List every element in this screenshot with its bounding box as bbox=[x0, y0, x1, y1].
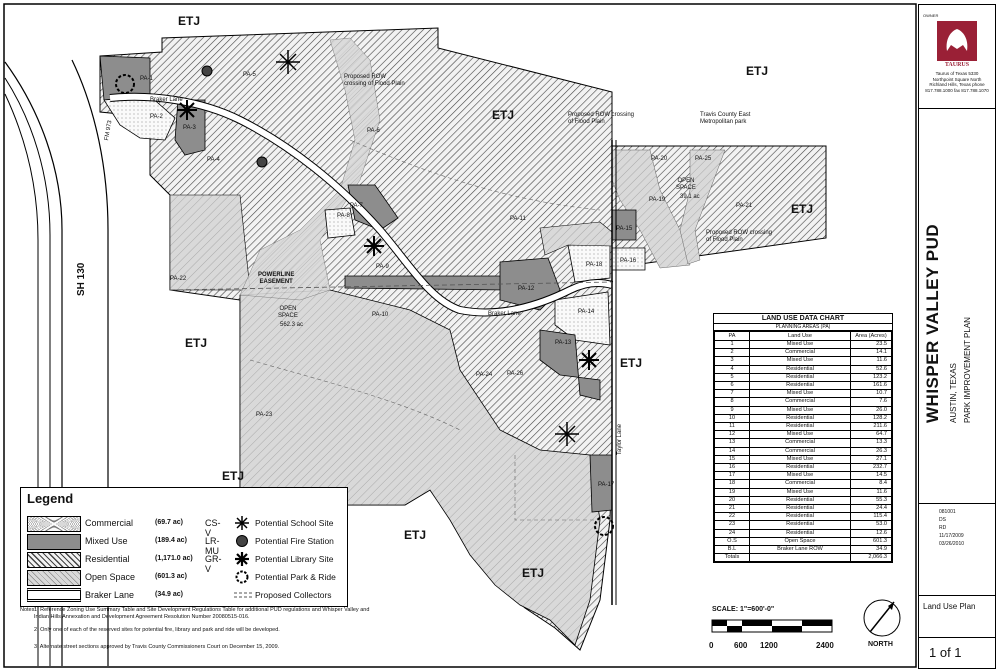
cell-land-use: Residential bbox=[750, 414, 851, 422]
open-space-label: OPEN SPACE bbox=[676, 178, 696, 191]
table-row bbox=[715, 439, 892, 447]
cell-area: 34.9 bbox=[851, 546, 892, 554]
cell-area: 13.3 bbox=[851, 439, 892, 447]
cell-pa: O.S bbox=[715, 537, 750, 545]
note-3: 3. Alternate street sections approved by Travis County Commissioners Court on December 15, 2009. bbox=[34, 644, 280, 650]
col-land-use: Land Use bbox=[750, 332, 851, 341]
scale-tick: 2400 bbox=[816, 641, 834, 650]
cell-pa: 12 bbox=[715, 431, 750, 439]
table-row bbox=[715, 447, 892, 455]
project-name: WHISPER VALLEY PUD bbox=[923, 223, 942, 423]
north-label: NORTH bbox=[868, 641, 893, 648]
cell-area: 115.4 bbox=[851, 513, 892, 521]
cell-land-use: Residential bbox=[750, 423, 851, 431]
table-row bbox=[715, 349, 892, 357]
table-row bbox=[715, 513, 892, 521]
cell-land-use: Mixed Use bbox=[750, 488, 851, 496]
drawn-by: DS bbox=[939, 517, 946, 523]
table-row bbox=[715, 488, 892, 496]
cell-area: 12.6 bbox=[851, 529, 892, 537]
pa-label: PA-1 bbox=[140, 76, 153, 82]
table-row bbox=[715, 406, 892, 414]
cell-pa: 19 bbox=[715, 488, 750, 496]
pa-label: PA-25 bbox=[695, 156, 712, 162]
cell-land-use: Residential bbox=[750, 464, 851, 472]
pa-label: PA-16 bbox=[620, 258, 637, 264]
scale-tick: 600 bbox=[734, 641, 748, 650]
pa-label: PA-6 bbox=[367, 128, 380, 134]
cell-pa: B.L bbox=[715, 546, 750, 554]
cell-pa: 11 bbox=[715, 423, 750, 431]
table-row bbox=[715, 537, 892, 545]
sheet-title: Land Use Plan bbox=[923, 602, 976, 611]
braker-lane-label: Braker Lane bbox=[488, 311, 521, 317]
table-row bbox=[715, 423, 892, 431]
cell-area: 55.3 bbox=[851, 496, 892, 504]
cell-pa: 3 bbox=[715, 357, 750, 365]
scale-bar bbox=[712, 620, 832, 632]
cell-area: 232.7 bbox=[851, 464, 892, 472]
cell-area: 14.1 bbox=[851, 349, 892, 357]
table-row bbox=[715, 496, 892, 504]
powerline-easement-label: POWERLINE EASEMENT bbox=[258, 272, 295, 285]
table-row bbox=[715, 382, 892, 390]
library-site-icon-3 bbox=[579, 350, 599, 370]
table-row bbox=[715, 431, 892, 439]
cell-land-use: Residential bbox=[750, 373, 851, 381]
sheet-number: 1 of 1 bbox=[929, 645, 962, 660]
cell-pa: 18 bbox=[715, 480, 750, 488]
bull-icon bbox=[937, 21, 977, 61]
pa-label: PA-3 bbox=[183, 125, 196, 131]
cell-area: 26.0 bbox=[851, 406, 892, 414]
cell-land-use: Mixed Use bbox=[750, 472, 851, 480]
cell-pa: 21 bbox=[715, 505, 750, 513]
pa-label: PA-10 bbox=[372, 312, 389, 318]
col-area: Area (Acres) bbox=[851, 332, 892, 341]
table-row bbox=[715, 464, 892, 472]
cell-land-use: Open Space bbox=[750, 537, 851, 545]
notes-label: Notes: bbox=[20, 607, 36, 613]
cell-area: 161.6 bbox=[851, 382, 892, 390]
school-site-icon bbox=[235, 516, 249, 530]
table-row bbox=[715, 414, 892, 422]
pa-label: PA-26 bbox=[507, 371, 524, 377]
pa-label: PA-21 bbox=[736, 203, 753, 209]
brand-name: TAURUS bbox=[944, 62, 970, 68]
land-use-table bbox=[714, 331, 892, 562]
cell-land-use: Residential bbox=[750, 529, 851, 537]
pa-label: PA-11 bbox=[510, 216, 526, 222]
cell-pa: 13 bbox=[715, 439, 750, 447]
note-1: 1. Reference Zoning Use Summary Table and Site Development Regulations Table for additional PUD regulations and Whisper Valley and Indian Hills Annexation and Development Agreement Resolution Number 20080515-016. bbox=[34, 607, 370, 620]
date-revised: 03/26/2010 bbox=[939, 541, 965, 547]
sh130-label: SH 130 bbox=[76, 262, 87, 296]
cell-pa: 23 bbox=[715, 521, 750, 529]
park-ride-icon bbox=[235, 570, 249, 584]
col-pa: PA bbox=[715, 332, 750, 341]
cell-land-use: Residential bbox=[750, 513, 851, 521]
table-row bbox=[715, 472, 892, 480]
taylor-lane-label: Taylor Lane bbox=[617, 423, 623, 455]
table-row bbox=[715, 341, 892, 349]
cell-land-use: Residential bbox=[750, 382, 851, 390]
cell-area: 23.5 bbox=[851, 341, 892, 349]
project-city: AUSTIN, TEXAS bbox=[949, 363, 958, 423]
table-row bbox=[715, 554, 892, 562]
fire-station-icon-2 bbox=[202, 66, 212, 76]
pa-label: PA-22 bbox=[170, 276, 187, 282]
cell-land-use: Mixed Use bbox=[750, 455, 851, 463]
cell-pa: 24 bbox=[715, 529, 750, 537]
open-space-acres: 562.3 ac bbox=[280, 322, 304, 328]
land-use-data-chart bbox=[713, 313, 893, 563]
owner-label: OWNER bbox=[923, 13, 939, 18]
cell-land-use: Mixed Use bbox=[750, 431, 851, 439]
cell-pa: 20 bbox=[715, 496, 750, 504]
pa-label: PA-4 bbox=[207, 157, 220, 163]
table-row bbox=[715, 505, 892, 513]
pa-label: PA-20 bbox=[651, 156, 668, 162]
library-site-icon-2 bbox=[364, 236, 384, 256]
pa-label: PA-7 bbox=[350, 203, 363, 209]
legend-title: Legend bbox=[27, 491, 74, 506]
cell-land-use: Residential bbox=[750, 521, 851, 529]
fm973-label: FM 973 bbox=[104, 119, 114, 142]
job-number: 081001 bbox=[939, 509, 956, 515]
cell-pa: 14 bbox=[715, 447, 750, 455]
etj-label: ETJ bbox=[522, 566, 545, 580]
pa-label: PA-19 bbox=[649, 197, 666, 203]
cell-land-use: Mixed Use bbox=[750, 357, 851, 365]
pa-label: PA-15 bbox=[616, 226, 633, 232]
row-note: Proposed ROW crossing of Flood Plain bbox=[706, 230, 773, 243]
cell-land-use: Commercial bbox=[750, 439, 851, 447]
pa-label: PA-14 bbox=[578, 309, 595, 315]
braker-lane-label: Braker Lane bbox=[150, 97, 183, 103]
table-row bbox=[715, 455, 892, 463]
table-row bbox=[715, 357, 892, 365]
cell-land-use: Mixed Use bbox=[750, 406, 851, 414]
cell-pa: 4 bbox=[715, 365, 750, 373]
etj-label: ETJ bbox=[746, 64, 769, 78]
checked-by: RD bbox=[939, 525, 947, 531]
cell-pa: 7 bbox=[715, 390, 750, 398]
etj-label: ETJ bbox=[791, 202, 814, 216]
cell-area: 211.6 bbox=[851, 423, 892, 431]
pa-label: PA-24 bbox=[476, 372, 493, 378]
scale-label: SCALE: 1"=600'-0" bbox=[712, 606, 775, 613]
cell-area: 123.2 bbox=[851, 373, 892, 381]
cell-pa: 9 bbox=[715, 406, 750, 414]
pa-label: PA-23 bbox=[256, 412, 273, 418]
cell-area: 601.3 bbox=[851, 537, 892, 545]
owner-address: Taurus of Texas 5330 Northpoint Square North Richland Hills, Texas phone 817.788.1000 fax 817.788.1070 bbox=[925, 71, 989, 93]
table-row bbox=[715, 398, 892, 406]
pa-label: PA-17 bbox=[598, 482, 615, 488]
cell-land-use: Mixed Use bbox=[750, 341, 851, 349]
cell-land-use: Commercial bbox=[750, 480, 851, 488]
pa-label: PA-5 bbox=[243, 72, 256, 78]
open-space-acres: 39.1 ac bbox=[680, 194, 700, 200]
etj-label: ETJ bbox=[222, 469, 245, 483]
cell-area: 11.6 bbox=[851, 357, 892, 365]
cell-area: 11.6 bbox=[851, 488, 892, 496]
table-row bbox=[715, 521, 892, 529]
cell-area: 27.1 bbox=[851, 455, 892, 463]
cell-pa: 6 bbox=[715, 382, 750, 390]
fire-station-icon bbox=[235, 534, 249, 548]
cell-land-use: Commercial bbox=[750, 398, 851, 406]
etj-label: ETJ bbox=[404, 528, 427, 542]
cell-pa: 16 bbox=[715, 464, 750, 472]
table-row bbox=[715, 480, 892, 488]
table-row bbox=[715, 365, 892, 373]
cell-area: 64.7 bbox=[851, 431, 892, 439]
pa-label: PA-9 bbox=[376, 264, 389, 270]
cell-land-use: Commercial bbox=[750, 349, 851, 357]
table-row bbox=[715, 546, 892, 554]
row-note: Proposed ROW crossing of Flood Plain bbox=[568, 112, 635, 125]
library-site-icon bbox=[235, 552, 249, 566]
cell-land-use: Residential bbox=[750, 505, 851, 513]
etj-label: ETJ bbox=[620, 356, 643, 370]
fire-station-icon bbox=[257, 157, 267, 167]
note-2: 2. Only one of each of the reserved sites for potential fire, library and park and ride will be developed. bbox=[34, 627, 280, 633]
cell-area: 8.4 bbox=[851, 480, 892, 488]
cell-area: 26.3 bbox=[851, 447, 892, 455]
cell-land-use: Residential bbox=[750, 496, 851, 504]
land-use-title: LAND USE DATA CHART bbox=[714, 314, 892, 324]
cell-area: 7.6 bbox=[851, 398, 892, 406]
cell-pa: 22 bbox=[715, 513, 750, 521]
title-block bbox=[918, 4, 996, 669]
collector-line-icon bbox=[229, 588, 253, 602]
pa-label: PA-8 bbox=[337, 213, 350, 219]
cell-pa: 10 bbox=[715, 414, 750, 422]
cell-area: 14.5 bbox=[851, 472, 892, 480]
plan-name: PARK IMPROVEMENT PLAN bbox=[963, 317, 972, 423]
cell-pa: 15 bbox=[715, 455, 750, 463]
legend: Legend Commercial (69.7 ac) CS-V Mixed Use (189.4 ac) LR-MU Residential (1,171.0 ac) GR-V Open Space (601.3 ac) Braker Lane (34.9 ac) Potential School Site Potential Fire Station Potential Library Site Potential Park & Ride Proposed Collectors bbox=[20, 487, 348, 607]
cell-area: 128.2 bbox=[851, 414, 892, 422]
land-use-subtitle: PLANNING AREAS (PA) bbox=[714, 324, 892, 331]
cell-pa: 1 bbox=[715, 341, 750, 349]
cell-area: 53.0 bbox=[851, 521, 892, 529]
north-arrow-icon bbox=[864, 600, 900, 636]
pa-label: PA-13 bbox=[555, 340, 572, 346]
cell-pa: 17 bbox=[715, 472, 750, 480]
cell-land-use: Braker Lane ROW bbox=[750, 546, 851, 554]
cell-land-use: Commercial bbox=[750, 447, 851, 455]
taurus-logo bbox=[937, 21, 977, 61]
scale-tick: 1200 bbox=[760, 641, 778, 650]
cell-pa: 2 bbox=[715, 349, 750, 357]
table-row bbox=[715, 529, 892, 537]
etj-label: ETJ bbox=[178, 14, 201, 28]
cell-pa: 8 bbox=[715, 398, 750, 406]
scale-tick: 0 bbox=[709, 641, 714, 650]
cell-area: 24.4 bbox=[851, 505, 892, 513]
etj-label: ETJ bbox=[492, 108, 515, 122]
pa-label: PA-18 bbox=[586, 262, 603, 268]
table-row bbox=[715, 373, 892, 381]
cell-pa: 5 bbox=[715, 373, 750, 381]
cell-land-use bbox=[750, 554, 851, 562]
pa-label: PA-2 bbox=[150, 114, 163, 120]
cell-area: 52.6 bbox=[851, 365, 892, 373]
date-issued: 11/17/2009 bbox=[939, 533, 964, 539]
cell-area: 2,066.3 bbox=[851, 554, 892, 562]
park-note: Travis County East Metropolitan park bbox=[700, 112, 751, 125]
pa-label: PA-12 bbox=[518, 286, 535, 292]
row-note: Proposed ROW crossing of Flood Plain bbox=[344, 74, 405, 87]
cell-pa: Totals bbox=[715, 554, 750, 562]
etj-label: ETJ bbox=[185, 336, 208, 350]
cell-land-use: Mixed Use bbox=[750, 390, 851, 398]
cell-area: 10.7 bbox=[851, 390, 892, 398]
cell-land-use: Residential bbox=[750, 365, 851, 373]
table-row bbox=[715, 390, 892, 398]
open-space-label: OPEN SPACE bbox=[278, 306, 298, 319]
